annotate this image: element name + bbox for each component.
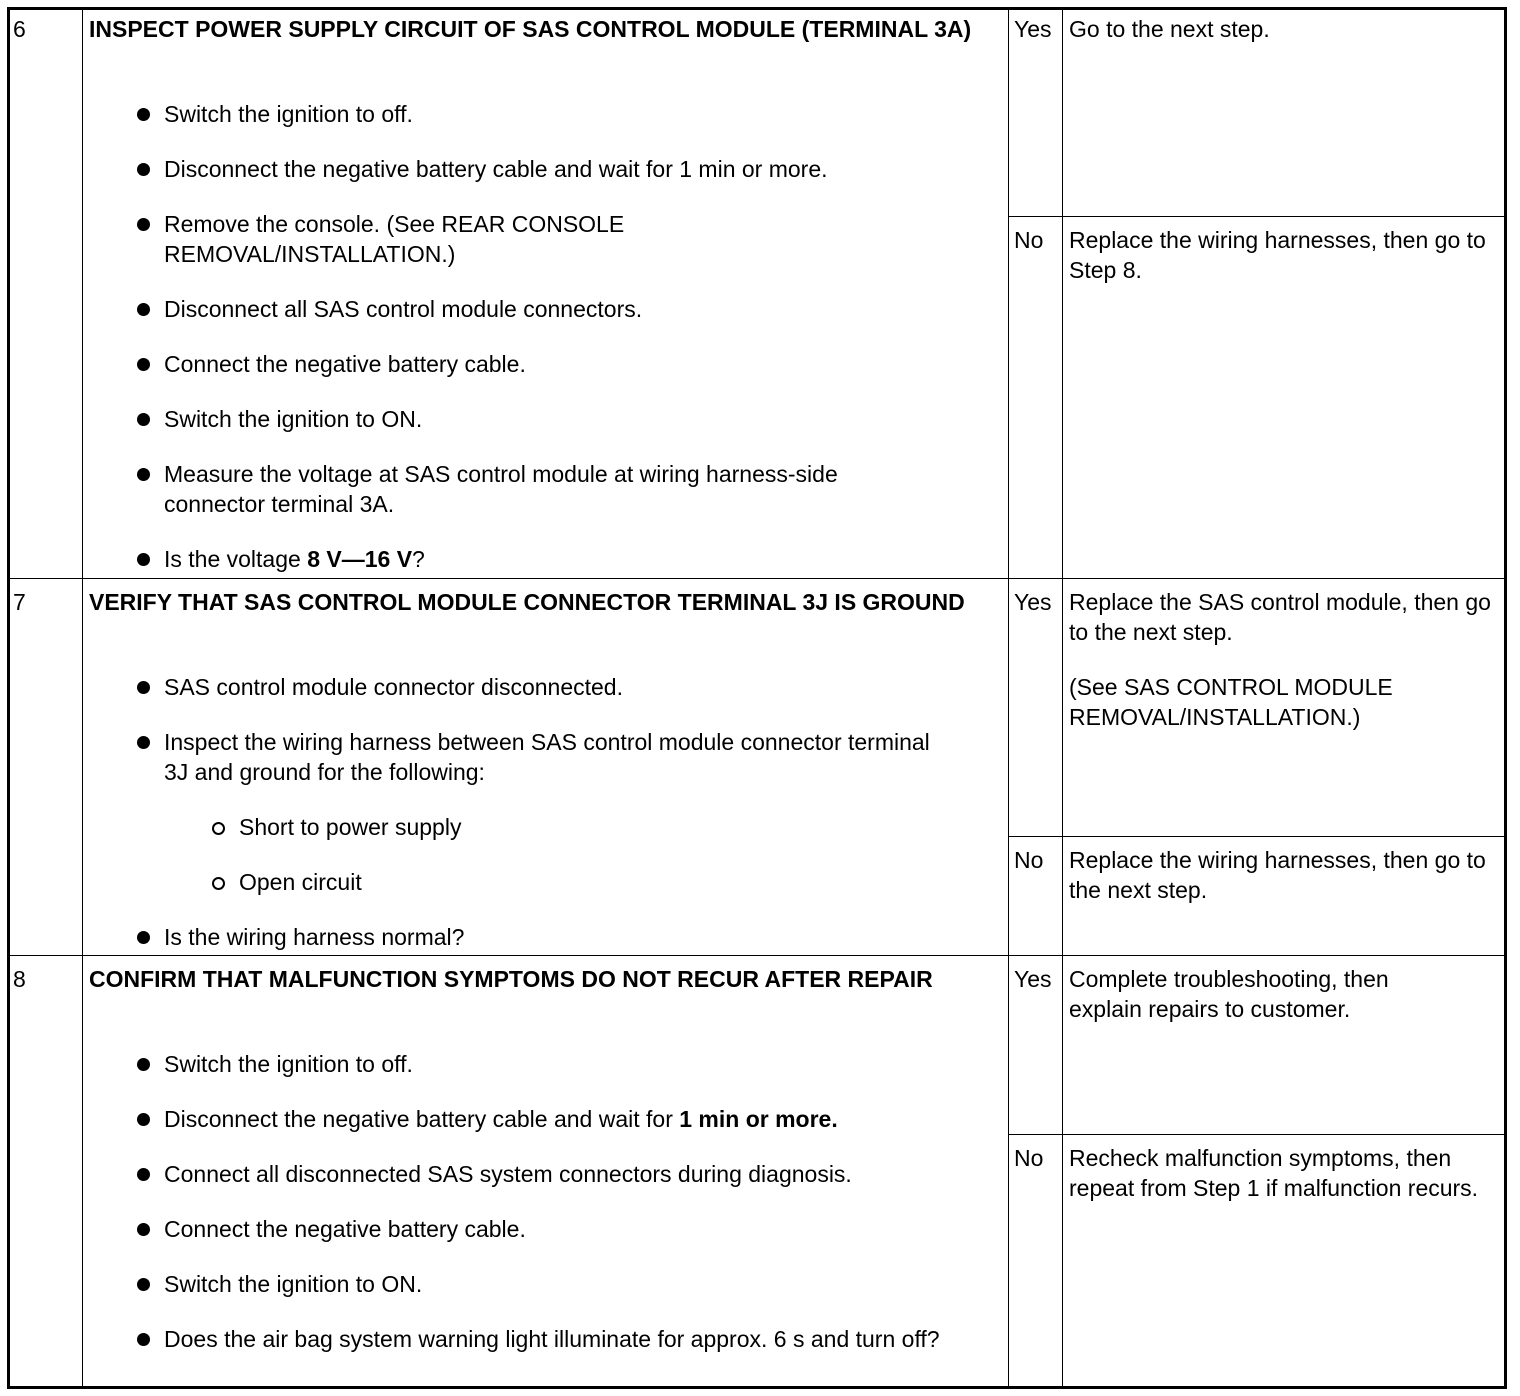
checklist-subitem: Short to power supply — [89, 812, 1009, 842]
checklist-item: Does the air bag system warning light illuminate for approx. 6 s and turn off? — [89, 1324, 984, 1354]
checklist-item: Switch the ignition to ON. — [89, 1269, 1009, 1299]
step-title: VERIFY THAT SAS CONTROL MODULE CONNECTOR TERMINAL 3J IS GROUND — [89, 589, 965, 615]
troubleshooting-table — [7, 7, 1507, 1389]
step-title: CONFIRM THAT MALFUNCTION SYMPTOMS DO NOT RECUR AFTER REPAIR — [89, 966, 933, 992]
yes-label: Yes — [1014, 589, 1052, 615]
checklist-item: Disconnect all SAS control module connectors. — [89, 294, 1009, 324]
result-text: Go to the next step. — [1069, 16, 1270, 42]
no-label: No — [1014, 227, 1044, 253]
yes-no-divider — [1008, 1134, 1504, 1135]
no-label: No — [1014, 1145, 1044, 1171]
checklist-item: Connect the negative battery cable. — [89, 349, 1009, 379]
checklist-item: Disconnect the negative battery cable and wait for 1 min or more. — [89, 154, 1009, 184]
yes-no-divider — [1008, 836, 1504, 837]
step-title: INSPECT POWER SUPPLY CIRCUIT OF SAS CONTROL MODULE (TERMINAL 3A) — [89, 16, 972, 42]
checklist-item: Remove the console. (See REAR CONSOLE REMOVAL/INSTALLATION.) — [89, 209, 724, 269]
step-number: 6 — [13, 16, 26, 42]
step-checklist — [89, 1049, 1009, 1379]
no-label: No — [1014, 847, 1044, 873]
yes-result — [1069, 14, 1504, 69]
no-result — [1069, 1143, 1504, 1228]
yes-label: Yes — [1014, 966, 1052, 992]
checklist-item: Switch the ignition to off. — [89, 99, 1009, 129]
result-text: Recheck malfunction symptoms, then repeat from Step 1 if malfunction recurs. — [1069, 1145, 1479, 1201]
voltage-spec: 8 V—16 V — [307, 546, 413, 572]
checklist-item: Switch the ignition to off. — [89, 1049, 1009, 1079]
step-number: 8 — [13, 966, 26, 992]
item-text: Disconnect the negative battery cable and wait for — [164, 1106, 680, 1132]
result-text: Replace the wiring harnesses, then go to Step 8. — [1069, 227, 1486, 283]
yes-label: Yes — [1014, 16, 1052, 42]
question-text: Is the voltage — [164, 546, 308, 572]
time-spec: 1 min or more. — [679, 1106, 838, 1132]
checklist-item: Switch the ignition to ON. — [89, 404, 1009, 434]
yes-result — [1069, 964, 1504, 1049]
checklist-item: SAS control module connector disconnected. — [89, 672, 1009, 702]
step-number: 7 — [13, 589, 26, 615]
result-text: Replace the SAS control module, then go to the next step. — [1069, 589, 1491, 645]
checklist-item: Connect the negative battery cable. — [89, 1214, 1009, 1244]
column-divider — [82, 10, 83, 1386]
result-reference: (See SAS CONTROL MODULE REMOVAL/INSTALLATION.) — [1069, 674, 1393, 730]
result-text: Replace the wiring harnesses, then go to the next step. — [1069, 847, 1486, 903]
step-checklist — [89, 672, 1009, 977]
yes-result — [1069, 587, 1504, 757]
step-checklist — [89, 99, 1009, 599]
no-result — [1069, 225, 1504, 310]
no-result — [1069, 845, 1504, 930]
checklist-item: Connect all disconnected SAS system connectors during diagnosis. — [89, 1159, 1009, 1189]
checklist-item — [89, 544, 1009, 574]
checklist-item: Measure the voltage at SAS control module at wiring harness-side connector terminal 3A. — [89, 459, 944, 519]
result-text: Complete troubleshooting, then explain repairs to customer. — [1069, 966, 1389, 1022]
checklist-item: Inspect the wiring harness between SAS control module connector terminal 3J and ground for the following: — [89, 727, 944, 787]
yes-no-divider — [1008, 216, 1504, 217]
checklist-item — [89, 1104, 1009, 1134]
checklist-subitem: Open circuit — [89, 867, 1009, 897]
checklist-item: Is the wiring harness normal? — [89, 922, 1009, 952]
question-mark: ? — [412, 546, 425, 572]
